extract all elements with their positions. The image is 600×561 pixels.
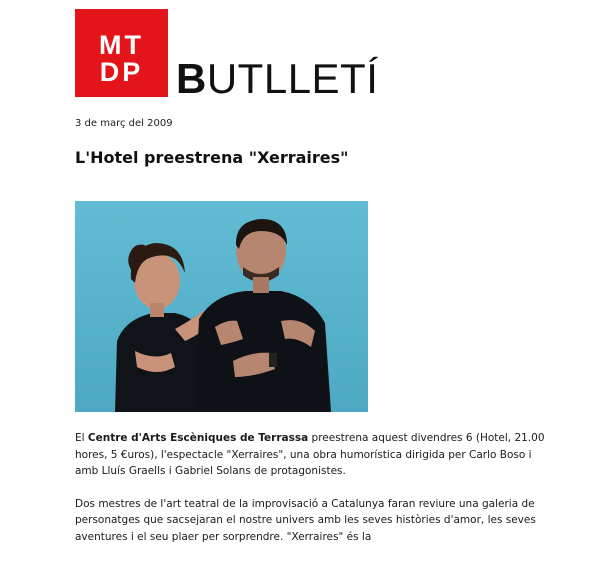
logo-text-line2: DP <box>99 57 144 87</box>
newsletter-title <box>176 56 378 102</box>
article-body <box>75 430 545 561</box>
newsletter-title-rest: UTLLETÍ <box>206 55 379 102</box>
newsletter-title-initial: B <box>176 55 207 102</box>
logo-text-line1: MT <box>99 30 144 60</box>
p1-text: preestrena aquest divendres 6 (Hotel, 21.00 hores, 5 €uros), l'espectacle "Xerraires", una obra humorística dirigida per Carlo Boso i amb Lluís Graells i Gabriel Solans de protagonistes. <box>75 432 545 477</box>
article-photo <box>75 201 368 412</box>
p1-organization: Centre d'Arts Escèniques de Terrassa <box>87 432 309 444</box>
photo-illustration <box>75 201 368 412</box>
mtdp-logo[interactable] <box>75 9 168 97</box>
article-headline: L'Hotel preestrena "Xerraires" <box>75 148 349 167</box>
article-paragraph-1 <box>75 430 545 480</box>
article-paragraph-2: Dos mestres de l'art teatral de la improvisació a Catalunya faran reviure una galeria de personatges que sacsejaran el nostre univers amb les seves històries d'amor, les seves aventures i el seu plaer per sorprendre. "Xerraires" és la <box>75 497 536 543</box>
p1-intro: El <box>75 432 88 444</box>
article-date: 3 de març del 2009 <box>75 118 173 129</box>
